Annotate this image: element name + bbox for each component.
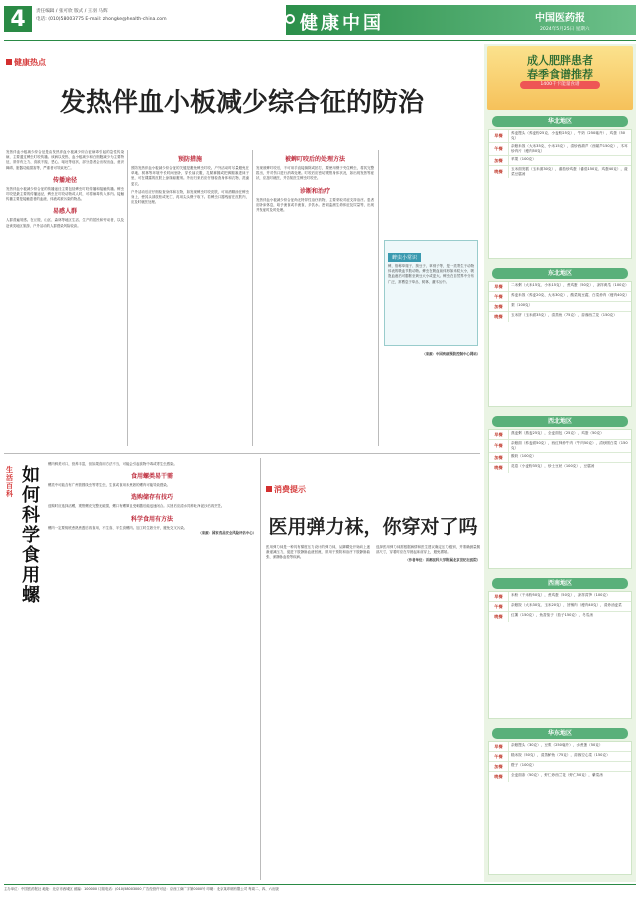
meal-label: 早餐 (489, 130, 509, 142)
article1-tag: 健康热点 (6, 57, 46, 68)
meal-text: 玉米饼（玉米面35克），清蒸鱼（75克），蒜蓉西兰花（150克） (511, 313, 617, 317)
meal-text: 二米粥（大米15克、小米15克），煮鸡蛋（50克），凉拌黄瓜（100克） (511, 283, 629, 287)
region-header: 华北地区 (492, 116, 628, 127)
meal-text: 玉米面发糕（玉米面30克），番茄炒鸡蛋（番茄150克、鸡蛋40克），菠菜豆腐汤 (511, 167, 628, 176)
article1-body2: 人群普遍易感。在丘陵、山区、森林等地区生活、生产的居民和劳动者，以及赴该类地区旅游、户外活动的人群感染风险较高。 (6, 218, 124, 228)
meal-text: 杂粮米饭（大米35克、小米15克），清炒西葫芦（西葫芦150克），木耳炒肉片（瘦肉50克） (511, 144, 628, 153)
section-divider (4, 453, 480, 454)
article3-title: 医用弹力袜，你穿对了吗 (268, 516, 478, 538)
meal-text: 杂粮馒头（30克），豆浆（250毫升），水煮蛋（50克） (511, 743, 603, 747)
meal-label: 加餐 (489, 302, 509, 311)
info-box-title: 蜱虫小常识 (388, 253, 421, 262)
meal-text: 荞麦米饭（荞麦20克、大米30克），酸菜炖豆腐，白菜炒肉（瘦肉40克） (511, 293, 629, 297)
article1-subhead-bite: 被蜱叮咬后的处理方法 (284, 156, 345, 163)
meal-text: 杂粮面（荞麦面50克），西红柿炒牛肉（牛肉50克），清炒圆白菜（150克） (511, 441, 628, 450)
meal-text: 荞麦馒头（荞麦粉25克、小麦粉25克），牛奶（250毫升），鸡蛋（50克） (511, 131, 626, 140)
meal-row (489, 592, 631, 602)
column-divider (127, 150, 128, 446)
meal-label: 午餐 (489, 752, 509, 761)
recipe-banner-line1: 成人肥胖患者 (527, 54, 593, 67)
recipe-banner (487, 46, 633, 110)
article2-source: （来源：国家食品安全风险评估中心） (198, 530, 256, 535)
meal-label: 晚餐 (489, 772, 509, 782)
column-divider (378, 150, 379, 446)
column-divider (260, 458, 261, 880)
article2-body (48, 462, 256, 536)
article1-body6: 发热伴血小板减少综合征尚无特异性治疗药物，主要采取对症支持治疗。患者应卧床休息，给予流食或半流食，多饮水。密切监测生命体征及尿量等，出现并发症时及时处理。 (256, 197, 374, 213)
article2-body2: 选购时应选择活螺，观察螺壳完整无破损，螺口有螺厣且受刺激后能迅速闭合。买回后应清水饲养吐净泥沙后再烹饪。 (48, 504, 225, 509)
section-logo-icon (285, 14, 295, 24)
article3-col2 (376, 545, 480, 564)
meal-label: 午餐 (489, 292, 509, 301)
meal-label: 加餐 (489, 453, 509, 462)
issue-date: 2024年5月25日 星期六 (540, 27, 590, 32)
recipe-banner-line2: 春季食谱推荐 (527, 68, 593, 81)
meal-text: 橙子（100克） (511, 763, 536, 767)
meal-text: 花卷（小麦粉35克），炒土豆丝（100克），豆腐汤 (511, 464, 595, 468)
region-meal-table (488, 281, 632, 407)
article1-body1: 发热伴血小板减少综合征的传播途径主要包括蜱虫叮咬传播和接触传播。蜱虫叮咬是最主要的传播途径，蜱虫在叮咬动物或人时，可将病毒传入体内。接触传播主要是接触患者的血液、体液或被污染的物品。 (6, 186, 124, 202)
article2-subhead3: 科学食用有方法 (130, 515, 173, 523)
meal-text: 杂粮饭（大米30克、玉米20克），回锅肉（瘦肉40克），清炒油麦菜 (511, 603, 622, 607)
recipe-banner-line3: 1400千卡能量食谱 (520, 81, 600, 89)
meal-row (489, 453, 631, 463)
page-header (0, 0, 640, 40)
article3-tag: 消费提示 (266, 484, 306, 495)
info-box (384, 240, 478, 346)
article1-subhead-treatment: 诊断和治疗 (299, 187, 330, 195)
editor-info (36, 8, 167, 24)
meal-row (489, 312, 631, 322)
article1-col1 (6, 150, 124, 229)
article2-title: 如何科学食用螺 (22, 465, 40, 606)
article1-col3 (256, 150, 374, 213)
region-meal-table (488, 591, 632, 719)
region-meal-table (488, 129, 632, 259)
meal-row (489, 742, 631, 752)
meal-label: 早餐 (489, 430, 509, 439)
meal-row (489, 440, 631, 453)
meal-row (489, 156, 631, 166)
article1-body5: 发现被蜱叮咬后，不可用手直接摘除或拍打，要使用镊子夹住蜱虫，将其完整拔出，并对伤口进行消毒处理。叮咬后应密切观察身体状况，如出现发热等症状，应及时就医，并告知医生蜱虫叮咬史。 (256, 166, 374, 181)
meal-label: 晚餐 (489, 612, 509, 622)
region-header: 西南地区 (492, 578, 628, 589)
meal-row (489, 430, 631, 440)
meal-text: 苹果（100克） (511, 157, 536, 161)
article2-intro: 螺肉鲜美可口，营养丰富，但如果食用方法不当，可能会引起食物中毒或寄生虫感染。 (48, 462, 177, 466)
article3-body1: 医用弹力袜是一种具有梯度压力设计的弹力袜，从脚踝处开始向上逐渐递减压力，促进下肢静脉血液回流，常用于预防和治疗下肢静脉曲张、深静脉血栓等疾病。 (266, 545, 370, 560)
article1-subhead-transmission: 传播途径 (52, 176, 77, 184)
meal-label: 午餐 (489, 602, 509, 611)
newspaper-name: 中国医药报 (535, 13, 585, 24)
article2-tag: 生活百科 (6, 466, 13, 498)
region-meal-table (488, 741, 632, 875)
article3-source: （作者单位：首都医科大学附属北京世纪坛医院） (405, 558, 480, 563)
meal-label: 早餐 (489, 282, 509, 291)
article3-body2: 选择医用弹力袜需根据病情和医生建议确定压力级别，并准确测量腿部尺寸，穿着时应在早晨起床前穿上，避免褶皱。 (376, 545, 480, 555)
article2-subhead1: 食用螺类易干需 (130, 473, 173, 481)
article2-body3: 螺肉一定要彻底煮熟煮透后再食用，不生食、半生食螺肉。加工时生熟分开，避免交叉污染。 (48, 525, 188, 530)
header-rule (4, 40, 636, 41)
meal-label: 早餐 (489, 742, 509, 751)
meal-label: 晚餐 (489, 463, 509, 473)
meal-text: 全麦面条（50克），虾仁炒西兰花（虾仁50克），紫菜汤 (511, 773, 603, 777)
article1-subhead-prevention: 预防措施 (177, 156, 202, 163)
editor-line: 责任编辑 / 张可欣 版式 / 王羽 马辉 (36, 9, 108, 14)
meal-text: 红薯（150克），鱼香茄子（茄子150克），冬瓜汤 (511, 613, 593, 617)
meal-label: 晚餐 (489, 312, 509, 322)
page-footer: 主办单位：中国医药报社 地址：北京市西城区 邮编：100000 订阅电话：(010)58003000 广告经营许可证：京西工商广字第0000号 印刷：北京某印刷有限公司 每周二、四、六出版 (4, 884, 636, 898)
contact-line: 电话: (010)58003775 E-mail: zhongke@health-china.com (36, 17, 167, 22)
meal-label: 早餐 (489, 592, 509, 601)
meal-row (489, 463, 631, 473)
article1-lead: 发热伴血小板减少综合征是由发热伴血小板减少综合征病毒引起的急性传染病，主要通过蜱虫叮咬传播。该病以发热、血小板减少和白细胞减少为主要特征，常伴有乏力、食欲不振、恶心、呕吐等症状，部分患者会出现出血、意识障碍、脏器功能损害等，严重者可导致死亡。 (6, 150, 124, 170)
meal-text: 梨（100克） (511, 303, 533, 307)
page-number: 4 (4, 6, 32, 32)
article1-source-wrap (384, 352, 480, 357)
meal-text: 燕麦粥（燕麦25克），全麦面包（25克），鸡蛋（50克） (511, 431, 604, 435)
article1-title: 发热伴血小板减少综合征的防治 (59, 88, 424, 118)
meal-label: 加餐 (489, 156, 509, 165)
article1-body4: 户外活动后应仔细检查身体和衣物，如发现蜱虫叮咬皮肤，可用酒精涂在蜱虫身上，使其头部放松或死亡，再用尖头镊子取下。若蜱虫口器残留在皮肤内，应及时就医处理。 (131, 189, 249, 205)
meal-label: 午餐 (489, 143, 509, 155)
meal-row (489, 143, 631, 156)
meal-text: 酸奶（100克） (511, 454, 536, 458)
article1-col2 (131, 150, 249, 205)
section-title: 健康中国 (300, 13, 384, 34)
meal-text: 糙米饭（50克），清蒸鲈鱼（75克），蒜蓉空心菜（150克） (511, 753, 610, 757)
meal-row (489, 302, 631, 312)
meal-row (489, 772, 631, 782)
meal-row (489, 292, 631, 302)
meal-row (489, 130, 631, 143)
meal-row (489, 752, 631, 762)
region-header: 东北地区 (492, 268, 628, 279)
column-divider (252, 150, 253, 446)
meal-label: 加餐 (489, 762, 509, 771)
region-header: 西北地区 (492, 416, 628, 427)
article2-subhead2: 选购储存有技巧 (130, 494, 173, 502)
article1-source: （来源：中国疾病预防控制中心网站） (422, 352, 480, 356)
meal-label: 午餐 (489, 440, 509, 452)
meal-label: 晚餐 (489, 166, 509, 178)
meal-row (489, 612, 631, 622)
region-meal-table (488, 429, 632, 569)
article2-body1: 螺类中可能含有广州管圆线虫等寄生虫，生食或食用未煮熟的螺肉可能导致感染。 (48, 483, 171, 488)
info-box-text: 蜱，俗称草爬子、狗豆子、草别子等，是一类寄生于动物体表的吸血节肢动物。蜱虫在吸血前体形如米粒大小，吸饱血液后可膨胀至黄豆大小或更大。蜱虫在自然界中分布广泛，常栖息于草丛、树林、灌木丛中。 (388, 264, 474, 284)
meal-row (489, 166, 631, 178)
meal-row (489, 602, 631, 612)
meal-row (489, 762, 631, 772)
article1-body3: 预防发热伴血小板减少综合征的关键是避免蜱虫叮咬。户外活动时尽量避免在草地、树林等环境中长时间坐卧，穿长袖衣服，扎紧裤腿或把裤腿塞进袜子里，可在裸露的皮肤上涂抹驱避剂。外出归来后应仔细检查身体和衣物，洗澡更衣。 (131, 166, 249, 186)
article3-col1 (266, 545, 370, 561)
region-header: 华东地区 (492, 728, 628, 739)
meal-text: 米粉（干米粉50克），煮鸡蛋（50克），凉拌莴笋（100克） (511, 593, 610, 597)
article1-subhead-susceptible: 易感人群 (52, 208, 77, 216)
meal-row (489, 282, 631, 292)
